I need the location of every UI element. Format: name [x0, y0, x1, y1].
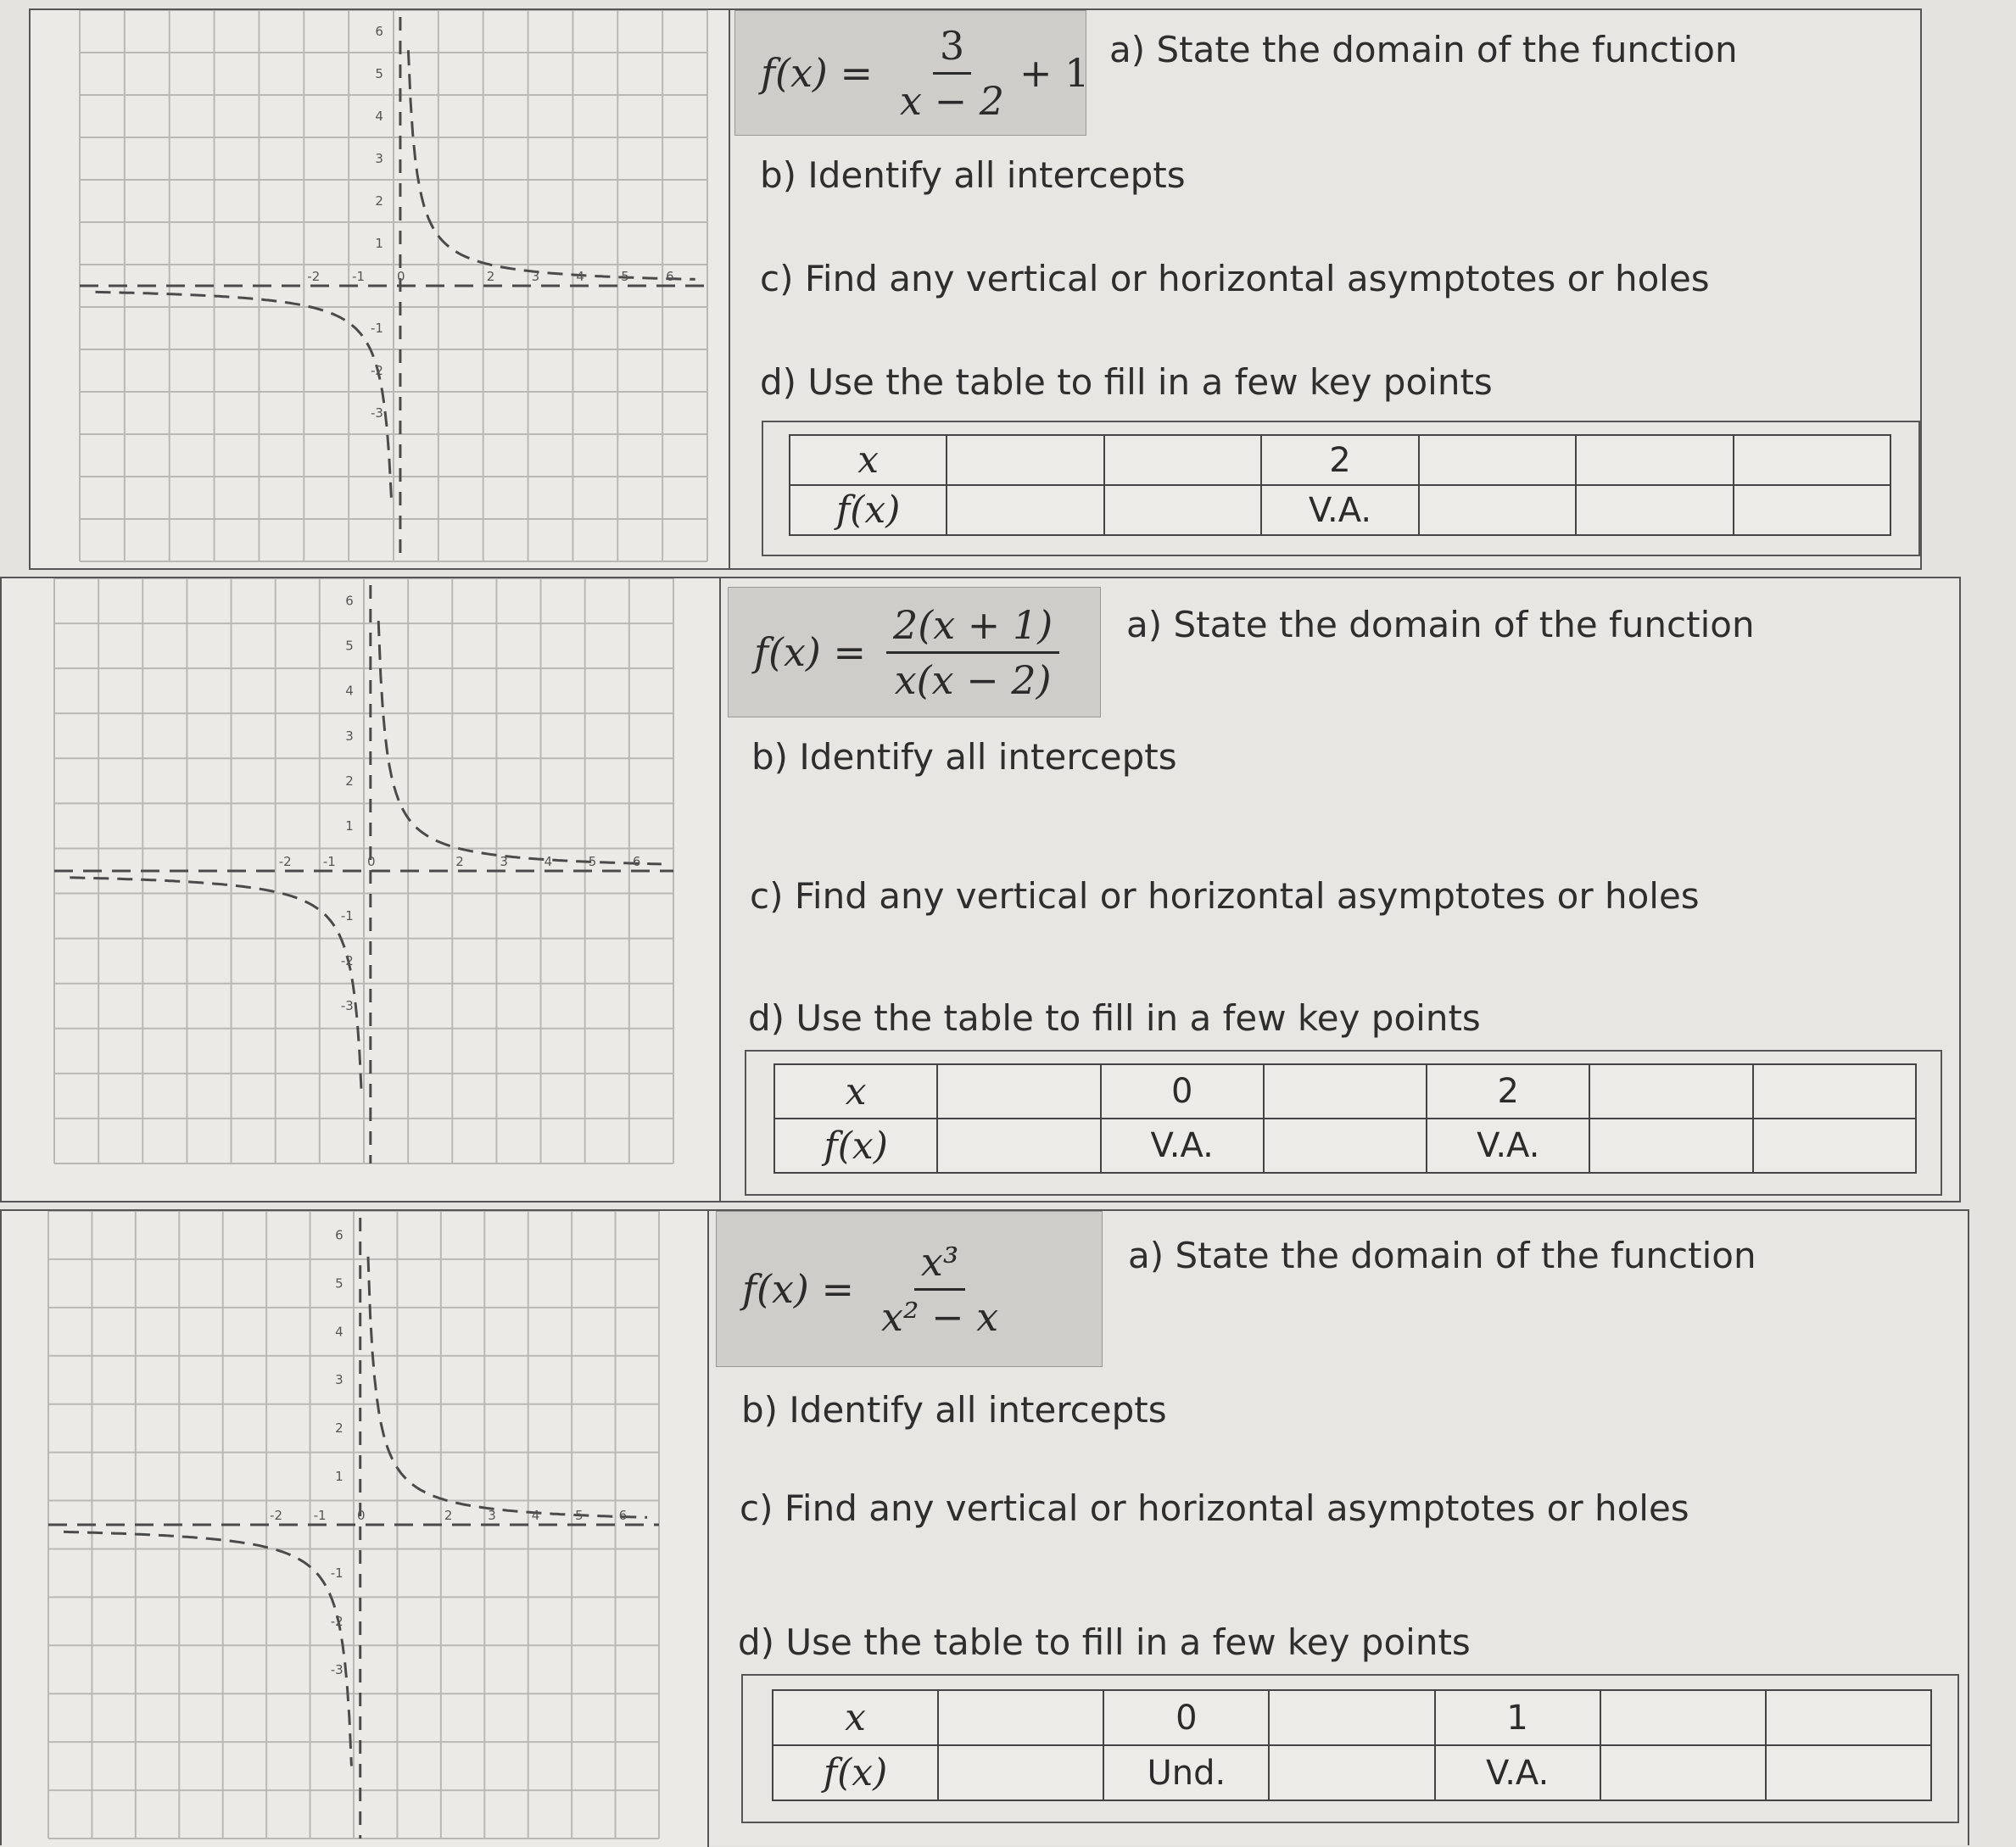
y-tick-label: -2: [370, 363, 383, 378]
table-cell-x[interactable]: [1576, 435, 1733, 485]
x-tick-label: 2: [455, 854, 464, 869]
y-tick-label: -2: [340, 953, 354, 969]
parent-graph-2: [2, 578, 721, 1201]
table-cell-fx[interactable]: [1766, 1745, 1931, 1800]
table-cell-x[interactable]: [1269, 1690, 1434, 1745]
table-header-x: x: [773, 1690, 938, 1745]
table-cell-x[interactable]: 2: [1427, 1064, 1589, 1119]
formula-lhs: f(x) =: [742, 1266, 855, 1312]
table-cell-x[interactable]: [1734, 435, 1890, 485]
table-cell-fx[interactable]: [947, 485, 1103, 535]
y-tick-label: 6: [345, 593, 354, 609]
formula-fraction: [886, 602, 1059, 703]
y-tick-label: 6: [335, 1227, 343, 1243]
y-tick-label: -1: [370, 321, 383, 336]
y-tick-label: 3: [335, 1372, 343, 1388]
question-a: a) State the domain of the function: [1126, 604, 1755, 645]
x-tick-label: 5: [575, 1508, 584, 1523]
y-tick-label: 4: [375, 109, 383, 124]
table-cell-x[interactable]: [937, 1064, 1100, 1119]
table-cell-fx[interactable]: V.A.: [1435, 1745, 1600, 1800]
x-tick-label: 4: [531, 1508, 540, 1523]
x-tick-label: 5: [621, 269, 629, 284]
table-header-fx: f(x): [790, 485, 947, 535]
formula-lhs: f(x) =: [761, 50, 874, 96]
table-cell-x[interactable]: 1: [1435, 1690, 1600, 1745]
x-tick-label: 5: [588, 854, 597, 869]
table-cell-fx[interactable]: [937, 1119, 1100, 1173]
y-tick-label: 4: [335, 1324, 343, 1340]
x-tick-label: -2: [278, 854, 292, 869]
table-header-x: x: [790, 435, 947, 485]
x-tick-label: 6: [632, 854, 641, 869]
table-cell-x[interactable]: [1419, 435, 1576, 485]
table-row-fx: [773, 1745, 1931, 1800]
problem-3: [0, 1209, 1969, 1845]
formula-box-1: [734, 10, 1090, 136]
x-tick-label: 6: [618, 1508, 628, 1523]
question-c: c) Find any vertical or horizontal asymptotes or holes: [750, 875, 1700, 917]
y-tick-label: 5: [375, 66, 383, 81]
y-tick-label: -3: [330, 1661, 343, 1677]
y-tick-label: 5: [345, 638, 354, 654]
curve-branch-right: [408, 50, 695, 279]
x-tick-label: -2: [270, 1508, 283, 1523]
parent-graph-1: [31, 10, 730, 568]
table-cell-fx[interactable]: [1419, 485, 1576, 535]
question-d: d) Use the table to fill in a few key points: [738, 1621, 1471, 1663]
table-cell-fx[interactable]: [1576, 485, 1733, 535]
table-cell-x[interactable]: [947, 435, 1103, 485]
key-points-table-frame-2: [745, 1050, 1942, 1196]
x-tick-label: 2: [486, 269, 495, 284]
formula-denominator: x(x − 2): [894, 656, 1052, 703]
table-cell-fx[interactable]: [1734, 485, 1890, 535]
y-tick-label: 5: [335, 1275, 343, 1292]
problem-1: [29, 8, 1922, 570]
formula-fraction: [874, 1239, 1005, 1340]
table-row-x: [774, 1064, 1916, 1119]
curve-branch-left: [96, 292, 392, 498]
y-tick-label: 1: [375, 236, 383, 251]
table-cell-fx[interactable]: V.A.: [1427, 1119, 1589, 1173]
question-c: c) Find any vertical or horizontal asymptotes or holes: [760, 258, 1710, 299]
table-cell-fx[interactable]: [1269, 1745, 1434, 1800]
table-row-fx: [790, 485, 1890, 535]
question-b: b) Identify all intercepts: [760, 154, 1186, 196]
table-cell-fx[interactable]: [1753, 1119, 1916, 1173]
table-cell-x[interactable]: [1600, 1690, 1766, 1745]
key-points-table-frame-1: [762, 421, 1920, 556]
formula-tail: + 1: [1019, 50, 1090, 96]
formula-lhs: f(x) =: [754, 629, 867, 675]
x-tick-label: 6: [666, 269, 674, 284]
formula-denominator: x² − x: [881, 1293, 999, 1340]
table-cell-fx[interactable]: [1264, 1119, 1427, 1173]
table-header-fx: f(x): [774, 1119, 937, 1173]
table-row-x: [790, 435, 1890, 485]
table-cell-x[interactable]: [1753, 1064, 1916, 1119]
y-tick-label: 2: [345, 773, 354, 789]
question-a: a) State the domain of the function: [1128, 1235, 1756, 1276]
question-b: b) Identify all intercepts: [751, 736, 1177, 778]
curve-branch-right: [378, 621, 662, 864]
y-tick-label: -1: [340, 908, 354, 924]
formula-denominator: x − 2: [900, 77, 1005, 124]
question-d: d) Use the table to fill in a few key points: [760, 361, 1493, 403]
y-tick-label: -3: [370, 405, 383, 421]
curve-branch-right: [368, 1257, 647, 1518]
x-tick-label: 0: [397, 269, 405, 284]
curve-branch-left: [64, 1532, 351, 1766]
key-points-table-frame-3: [741, 1674, 1959, 1823]
y-tick-label: 3: [375, 151, 383, 166]
table-cell-fx[interactable]: [1104, 485, 1261, 535]
x-tick-label: 0: [367, 854, 376, 869]
key-points-table-3: [772, 1689, 1932, 1801]
table-cell-x[interactable]: 0: [1103, 1690, 1269, 1745]
question-c: c) Find any vertical or horizontal asymptotes or holes: [740, 1487, 1689, 1529]
y-tick-label: -2: [330, 1613, 343, 1629]
problem-2: [0, 577, 1961, 1203]
y-tick-label: 3: [345, 728, 354, 744]
y-tick-label: -3: [340, 998, 354, 1014]
y-tick-label: 1: [345, 817, 354, 834]
graph-panel-2: [2, 578, 721, 1201]
table-cell-x[interactable]: [1766, 1690, 1931, 1745]
formula-fraction: [893, 23, 1011, 124]
question-b: b) Identify all intercepts: [741, 1389, 1167, 1431]
key-points-table-1: [789, 434, 1891, 536]
question-d: d) Use the table to fill in a few key points: [748, 997, 1481, 1039]
y-tick-label: 2: [335, 1420, 343, 1437]
x-tick-label: -1: [313, 1508, 327, 1523]
table-header-x: x: [774, 1064, 937, 1119]
table-cell-fx[interactable]: [938, 1745, 1103, 1800]
x-tick-label: 3: [488, 1508, 496, 1523]
table-cell-x[interactable]: [1264, 1064, 1427, 1119]
y-tick-label: 1: [335, 1469, 343, 1485]
formula-box-3: [716, 1211, 1103, 1367]
formula-box-2: [728, 587, 1101, 717]
x-tick-label: 3: [500, 854, 508, 869]
x-tick-label: -1: [352, 269, 366, 284]
table-cell-x[interactable]: [1589, 1064, 1752, 1119]
table-row-fx: [774, 1119, 1916, 1173]
y-tick-label: 4: [345, 683, 354, 699]
x-tick-label: 0: [357, 1508, 366, 1523]
y-tick-label: -1: [330, 1565, 343, 1581]
table-cell-fx[interactable]: [1589, 1119, 1752, 1173]
graph-panel-3: [2, 1211, 709, 1847]
graph-panel-1: [31, 10, 730, 568]
x-tick-label: 4: [576, 269, 584, 284]
formula-numerator: 2(x + 1): [886, 602, 1059, 654]
table-cell-x[interactable]: 0: [1101, 1064, 1264, 1119]
key-points-table-2: [773, 1063, 1917, 1174]
x-tick-label: -2: [307, 269, 321, 284]
table-header-fx: f(x): [773, 1745, 938, 1800]
table-cell-fx[interactable]: V.A.: [1261, 485, 1418, 535]
parent-graph-3: [2, 1211, 709, 1847]
table-cell-fx[interactable]: [1600, 1745, 1766, 1800]
curve-branch-left: [70, 878, 361, 1096]
table-cell-fx[interactable]: Und.: [1103, 1745, 1269, 1800]
x-tick-label: 4: [544, 854, 553, 869]
y-tick-label: 6: [375, 24, 383, 39]
question-a: a) State the domain of the function: [1109, 29, 1738, 70]
table-cell-x[interactable]: [1104, 435, 1261, 485]
y-tick-label: 2: [375, 193, 383, 209]
x-tick-label: -1: [322, 854, 336, 869]
formula-numerator: x³: [914, 1239, 965, 1291]
formula-numerator: 3: [933, 23, 971, 75]
table-cell-x[interactable]: 2: [1261, 435, 1418, 485]
table-cell-x[interactable]: [938, 1690, 1103, 1745]
table-row-x: [773, 1690, 1931, 1745]
x-tick-label: 3: [531, 269, 540, 284]
x-tick-label: 2: [444, 1508, 453, 1523]
table-cell-fx[interactable]: V.A.: [1101, 1119, 1264, 1173]
